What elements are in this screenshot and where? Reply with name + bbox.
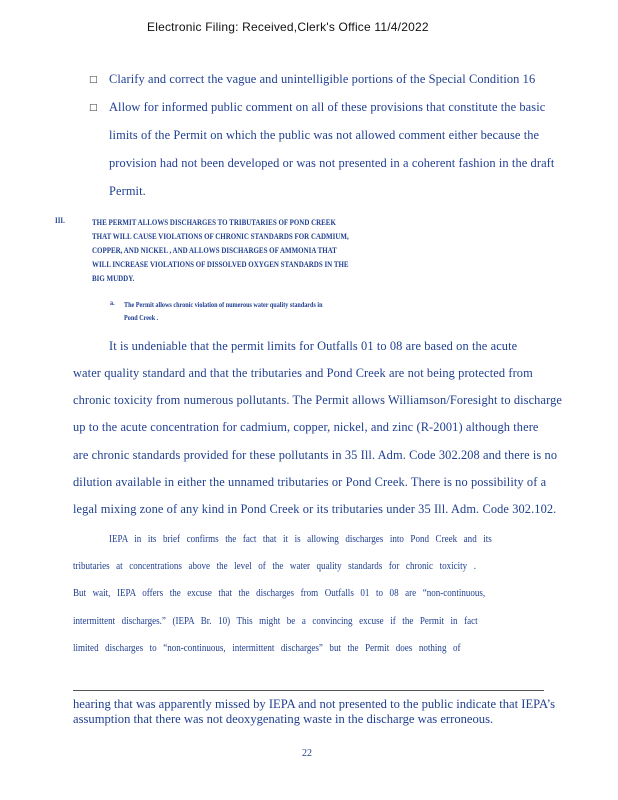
subsection-heading-line: Pond Creek .	[124, 313, 159, 322]
subsection-letter: a.	[110, 298, 115, 307]
section-heading	[92, 215, 404, 285]
paragraph-line: tributaries at concentrations above the level of the water quality standards for chronic toxicity .	[73, 561, 476, 572]
paragraph-line: But wait, IEPA offers the excuse that the discharges from Outfalls 01 to 08 are “non-continuous,	[73, 588, 486, 599]
section-heading-line: COPPER, AND NICKEL , AND ALLOWS DISCHARGES OF AMMONIA THAT	[92, 245, 337, 255]
section-heading-line: THAT WILL CAUSE VIOLATIONS OF CHRONIC STANDARDS FOR CADMIUM,	[92, 231, 349, 241]
bullet-line: Clarify and correct the vague and unintelligible portions of the Special Condition 16	[109, 72, 536, 86]
section-heading-line: THE PERMIT ALLOWS DISCHARGES TO TRIBUTARIES OF POND CREEK	[92, 217, 336, 227]
bullet-line: limits of the Permit on which the public was not allowed comment either because the	[109, 128, 540, 142]
footnote-line: assumption that there was not deoxygenating waste in the discharge was erroneous.	[73, 712, 494, 726]
paragraph-line: chronic toxicity from numerous pollutants. The Permit allows Williamson/Foresight to discharge	[73, 393, 562, 407]
footnote-divider	[73, 690, 544, 691]
filing-header: Electronic Filing: Received,Clerk's Office 11/4/2022	[147, 20, 429, 34]
paragraph-line: It is undeniable that the permit limits for Outfalls 01 to 08 are based on the acute	[109, 339, 518, 353]
bullet-line: Permit.	[109, 184, 146, 198]
footnote-line: hearing that was apparently missed by IEPA and not presented to the public indicate that IEPA’s	[73, 697, 556, 711]
paragraph-line: intermittent discharges.” (IEPA Br. 10) This might be a convincing excuse if the Permit in fact	[73, 616, 478, 627]
bullet-box-icon: □	[89, 103, 98, 113]
paragraph-line: water quality standard and that the tributaries and Pond Creek are not being protected from	[73, 366, 533, 380]
bullet-line: provision had not been developed or was not presented in a coherent fashion in the draft	[109, 156, 555, 170]
section-number: III.	[55, 215, 65, 225]
page-number: 22	[302, 748, 312, 759]
paragraph-line: dilution available in either the unnamed tributaries or Pond Creek. There is no possibility of a	[73, 475, 547, 489]
paragraph-line: limited discharges to “non-continuous, intermittent discharges” but the Permit does nothing of	[73, 643, 461, 654]
subsection-heading-line: The Permit allows chronic violation of numerous water quality standards in	[124, 300, 323, 309]
bullet-line: Allow for informed public comment on all of these provisions that constitute the basic	[109, 100, 546, 114]
paragraph-line: up to the acute concentration for cadmium, copper, nickel, and zinc (R-2001) although there	[73, 420, 539, 434]
subsection-heading	[124, 298, 323, 324]
paragraph-line: are chronic standards provided for these pollutants in 35 Ill. Adm. Code 302.208 and there is no	[73, 448, 558, 462]
section-heading-line: BIG MUDDY.	[92, 273, 135, 283]
bullet-box-icon: □	[89, 75, 98, 85]
paragraph-line: IEPA in its brief confirms the fact that it is allowing discharges into Pond Creek and its	[109, 534, 492, 545]
paragraph-line: legal mixing zone of any kind in Pond Creek or its tributaries under 35 Ill. Adm. Code 302.102.	[73, 502, 557, 516]
section-heading-line: WILL INCREASE VIOLATIONS OF DISSOLVED OXYGEN STANDARDS IN THE	[92, 259, 349, 269]
